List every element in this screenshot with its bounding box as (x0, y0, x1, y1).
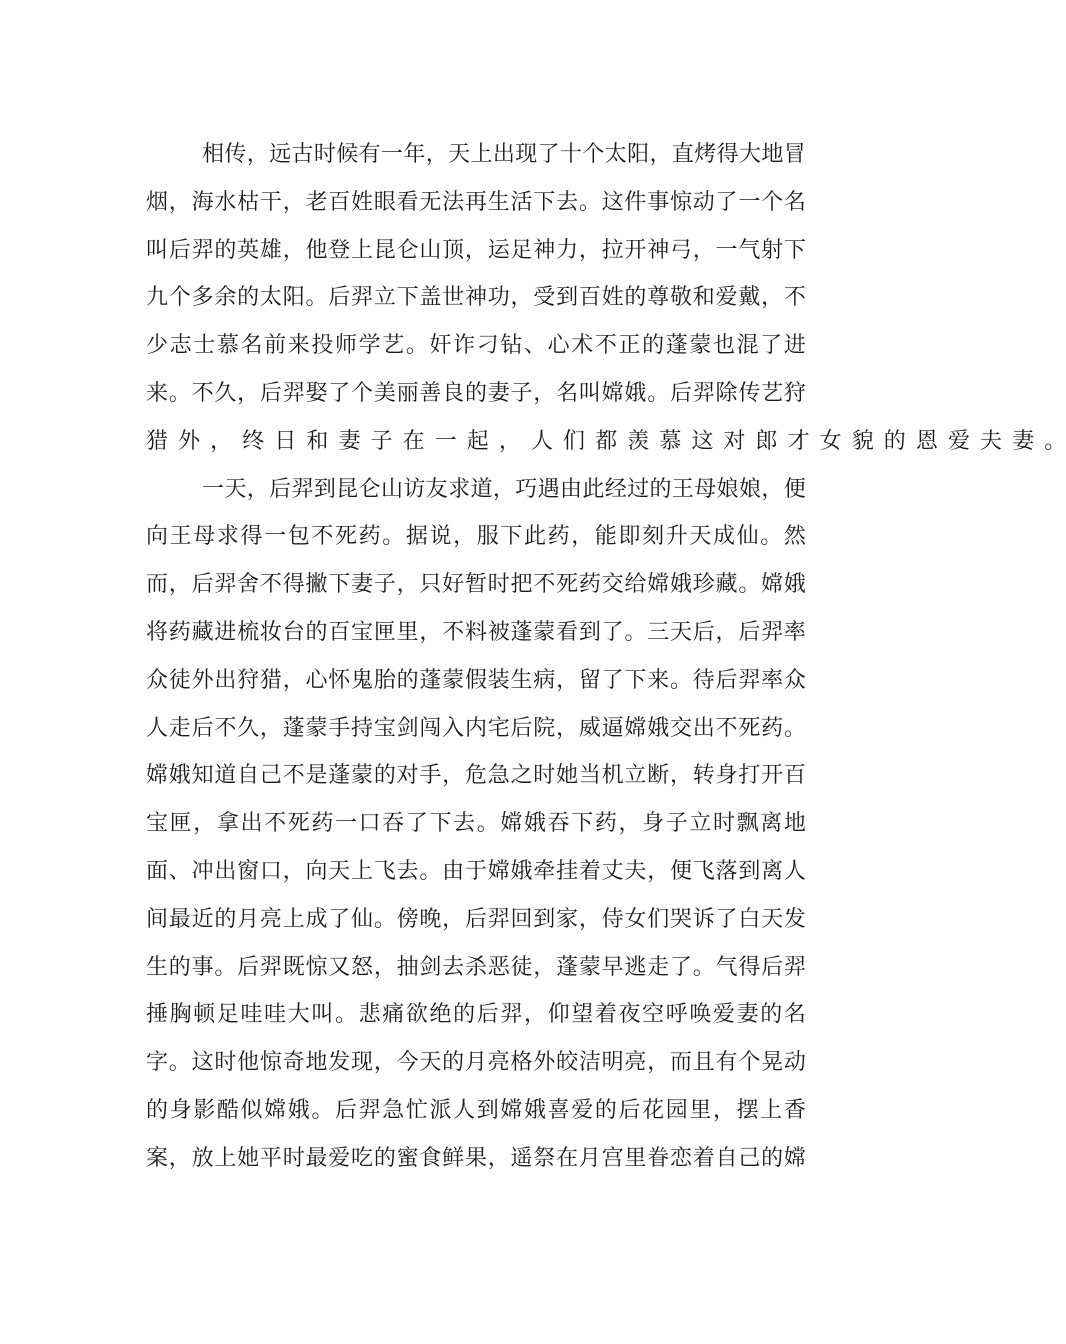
text-line: 人 走 后 不 久 ， 蓬 蒙 手 持 宝 剑 闯 入 内 宅 后 院 ， 威 逼 嫦 娥 交 出 不 死 药 。 (146, 715, 806, 741)
text-line: 少 志 士 慕 名 前 来 投 师 学 艺 。 奸 诈 刁 钻 、 心 术 不 正 的 蓬 蒙 也 混 了 进 (146, 333, 806, 359)
text-line: 面 、 冲 出 窗 口 ， 向 天 上 飞 去 。 由 于 嫦 娥 牵 挂 着 丈 夫 ， 便 飞 落 到 离 人 (146, 858, 806, 884)
text-line: 一 天 ， 后 羿 到 昆 仑 山 访 友 求 道 ， 巧 遇 由 此 经 过 的 王 母 娘 娘 ， 便 (202, 476, 806, 502)
text-line: 案 ， 放 上 她 平 时 最 爱 吃 的 蜜 食 鲜 果 ， 遥 祭 在 月 宫 里 眷 恋 着 自 己 的 嫦 (146, 1145, 806, 1171)
text-line: 叫 后 羿 的 英 雄 ， 他 登 上 昆 仑 山 顶 ， 运 足 神 力 ， 拉 开 神 弓 ， 一 气 射 下 (146, 237, 806, 263)
text-line: 来 。 不 久 ， 后 羿 娶 了 个 美 丽 善 良 的 妻 子 ， 名 叫 嫦 娥 。 后 羿 除 传 艺 狩 (146, 380, 806, 406)
text-line: 烟 ， 海 水 枯 干 ， 老 百 姓 眼 看 无 法 再 生 活 下 去 。 这 件 事 惊 动 了 一 个 名 (146, 189, 806, 215)
text-line: 相 传 ， 远 古 时 候 有 一 年 ， 天 上 出 现 了 十 个 太 阳 ， 直 烤 得 大 地 冒 (202, 142, 806, 167)
text-line: 的 身 影 酷 似 嫦 娥 。 后 羿 急 忙 派 人 到 嫦 娥 喜 爱 的 后 花 园 里 ， 摆 上 香 (146, 1097, 806, 1123)
body-text (146, 131, 1066, 1183)
text-line: 生 的 事 。 后 羿 既 惊 又 怒 ， 抽 剑 去 杀 恶 徒 ， 蓬 蒙 早 逃 走 了 。 气 得 后 羿 (146, 954, 806, 980)
text-line: 向 王 母 求 得 一 包 不 死 药 。 据 说 ， 服 下 此 药 ， 能 即 刻 升 天 成 仙 。 然 (146, 524, 806, 550)
text-line: 嫦 娥 知 道 自 己 不 是 蓬 蒙 的 对 手 ， 危 急 之 时 她 当 机 立 断 ， 转 身 打 开 百 (146, 763, 806, 789)
text-line: 猎 外 ， 终 日 和 妻 子 在 一 起 ， 人 们 都 羡 慕 这 对 郎 才 女 貌 的 恩 爱 夫 妻 。 (146, 428, 1066, 454)
text-line: 捶 胸 顿 足 哇 哇 大 叫 。 悲 痛 欲 绝 的 后 羿 ， 仰 望 着 夜 空 呼 唤 爱 妻 的 名 (146, 1002, 806, 1028)
text-line: 九 个 多 余 的 太 阳 。 后 羿 立 下 盖 世 神 功 ， 受 到 百 姓 的 尊 敬 和 爱 戴 ， 不 (146, 285, 806, 311)
text-line: 间 最 近 的 月 亮 上 成 了 仙 。 傍 晚 ， 后 羿 回 到 家 ， 侍 女 们 哭 诉 了 白 天 发 (146, 906, 806, 932)
text-line: 宝 匣 ， 拿 出 不 死 药 一 口 吞 了 下 去 。 嫦 娥 吞 下 药 ， 身 子 立 时 飘 离 地 (146, 811, 806, 837)
text-line: 将 药 藏 进 梳 妆 台 的 百 宝 匣 里 ， 不 料 被 蓬 蒙 看 到 了 。 三 天 后 ， 后 羿 率 (146, 619, 806, 645)
text-line: 众 徒 外 出 狩 猎 ， 心 怀 鬼 胎 的 蓬 蒙 假 装 生 病 ， 留 了 下 来 。 待 后 羿 率 众 (146, 667, 806, 693)
text-line: 字 。 这 时 他 惊 奇 地 发 现 ， 今 天 的 月 亮 格 外 皎 洁 明 亮 ， 而 且 有 个 晃 动 (146, 1050, 806, 1076)
text-line: 而 ， 后 羿 舍 不 得 撇 下 妻 子 ， 只 好 暂 时 把 不 死 药 交 给 嫦 娥 珍 藏 。 嫦 娥 (146, 572, 806, 598)
